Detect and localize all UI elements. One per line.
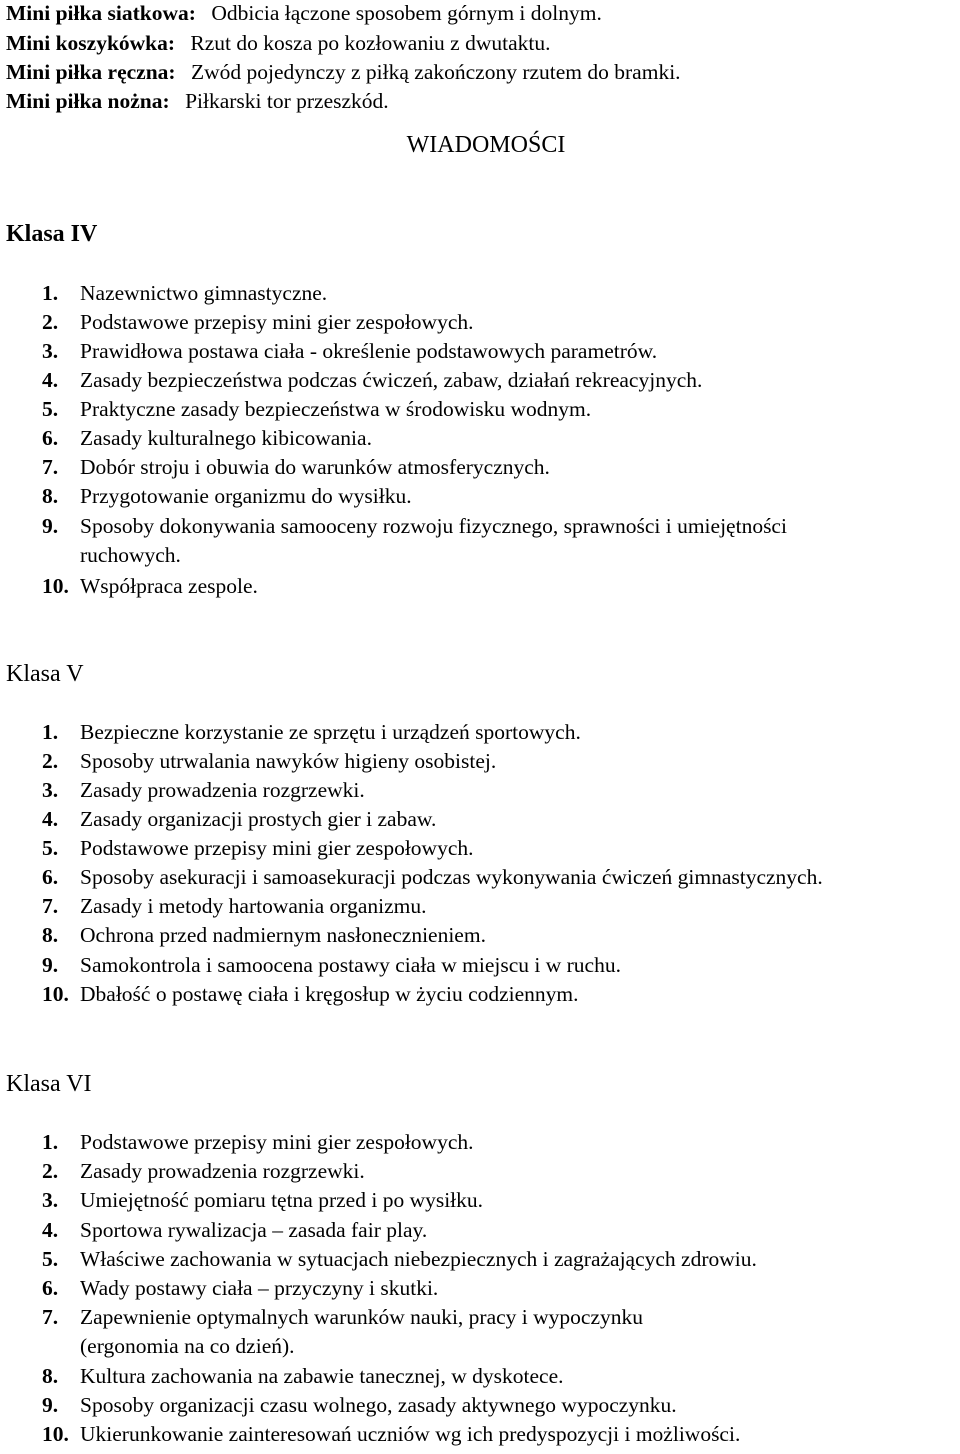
item-number: 2. [42,1159,59,1183]
intro-label: Mini piłka nożna: [6,89,170,113]
item-number: 10. [42,1422,69,1446]
item-text: Kultura zachowania na zabawie tanecznej, w dyskotece. [80,1364,564,1388]
item-number: 1. [42,1130,59,1154]
intro-line-volleyball [6,0,602,27]
item-text: Sposoby dokonywania samooceny rozwoju fizycznego, sprawności i umiejętności [80,514,787,538]
item-text: Zasady prowadzenia rozgrzewki. [80,1159,365,1183]
item-text: Sportowa rywalizacja – zasada fair play. [80,1218,428,1242]
intro-label: Mini koszykówka: [6,31,176,55]
klasa-v-heading: Klasa V [6,661,84,687]
item-text: Prawidłowa postawa ciała - określenie podstawowych parametrów. [80,339,658,363]
item-text: Sposoby asekuracji i samoasekuracji podczas wykonywania ćwiczeń gimnastycznych. [80,865,823,889]
item-text: Właściwe zachowania w sytuacjach niebezpiecznych i zagrażających zdrowiu. [80,1247,757,1271]
item-text: Zasady bezpieczeństwa podczas ćwiczeń, zabaw, działań rekreacyjnych. [80,368,703,392]
intro-line-football [6,87,389,115]
item-number: 4. [42,807,59,831]
item-number: 10. [42,574,69,598]
item-number: 1. [42,720,59,744]
item-number: 9. [42,514,59,538]
item-text: Zasady i metody hartowania organizmu. [80,894,427,918]
item-text: Praktyczne zasady bezpieczeństwa w środowisku wodnym. [80,397,592,421]
item-number: 8. [42,1364,59,1388]
intro-text: Odbicia łączone sposobem górnym i dolnym. [211,1,602,25]
item-number: 6. [42,1276,59,1300]
item-number: 7. [42,1305,59,1329]
intro-text: Rzut do kosza po kozłowaniu z dwutaktu. [190,31,551,55]
item-number: 4. [42,1218,59,1242]
item-text: Podstawowe przepisy mini gier zespołowych. [80,1130,474,1154]
item-text: Ukierunkowanie zainteresowań uczniów wg ich predyspozycji i możliwości. [80,1422,741,1446]
item-text: Zasady kulturalnego kibicowania. [80,426,372,450]
item-number: 2. [42,749,59,773]
item-text: Nazewnictwo gimnastyczne. [80,281,328,305]
section-title: WIADOMOŚCI [406,132,566,158]
item-number: 6. [42,865,59,889]
item-text: Zapewnienie optymalnych warunków nauki, pracy i wypoczynku [80,1305,644,1329]
intro-text: Zwód pojedynczy z piłką zakończony rzutem do bramki. [190,60,681,84]
item-number: 8. [42,923,59,947]
item-text: Ochrona przed nadmiernym nasłonecznieniem. [80,923,486,947]
item-text: Sposoby utrwalania nawyków higieny osobistej. [80,749,497,773]
item-number: 5. [42,836,59,860]
item-number: 3. [42,339,59,363]
item-number: 9. [42,1393,59,1417]
klasa-vi-heading: Klasa VI [6,1071,92,1097]
item-number: 2. [42,310,59,334]
intro-line-basketball [6,29,550,57]
item-number: 7. [42,894,59,918]
intro-line-handball [6,58,681,86]
item-text-continuation: ruchowych. [80,543,181,567]
item-text: Zasady prowadzenia rozgrzewki. [80,778,365,802]
intro-label: Mini piłka siatkowa: [6,1,196,25]
item-text: Sposoby organizacji czasu wolnego, zasady aktywnego wypoczynku. [80,1393,677,1417]
item-text: Podstawowe przepisy mini gier zespołowych. [80,310,474,334]
item-number: 8. [42,484,59,508]
item-text: Przygotowanie organizmu do wysiłku. [80,484,412,508]
item-number: 4. [42,368,59,392]
item-text: Dbałość o postawę ciała i kręgosłup w życiu codziennym. [80,982,579,1006]
item-text-continuation: (ergonomia na co dzień). [80,1334,295,1358]
item-text: Podstawowe przepisy mini gier zespołowych. [80,836,474,860]
item-text: Współpraca zespole. [80,574,258,598]
item-number: 5. [42,397,59,421]
item-text: Umiejętność pomiaru tętna przed i po wysiłku. [80,1188,484,1212]
klasa-iv-heading: Klasa IV [6,221,98,247]
item-number: 5. [42,1247,59,1271]
item-number: 3. [42,1188,59,1212]
item-number: 7. [42,455,59,479]
item-number: 3. [42,778,59,802]
item-number: 1. [42,281,59,305]
item-text: Samokontrola i samoocena postawy ciała w miejscu i w ruchu. [80,953,621,977]
intro-label: Mini piłka ręczna: [6,60,176,84]
item-text: Zasady organizacji prostych gier i zabaw. [80,807,437,831]
item-number: 10. [42,982,69,1006]
item-text: Bezpieczne korzystanie ze sprzętu i urządzeń sportowych. [80,720,581,744]
item-number: 6. [42,426,59,450]
item-text: Dobór stroju i obuwia do warunków atmosferycznych. [80,455,550,479]
intro-text: Piłkarski tor przeszkód. [185,89,389,113]
item-number: 9. [42,953,59,977]
item-text: Wady postawy ciała – przyczyny i skutki. [80,1276,439,1300]
